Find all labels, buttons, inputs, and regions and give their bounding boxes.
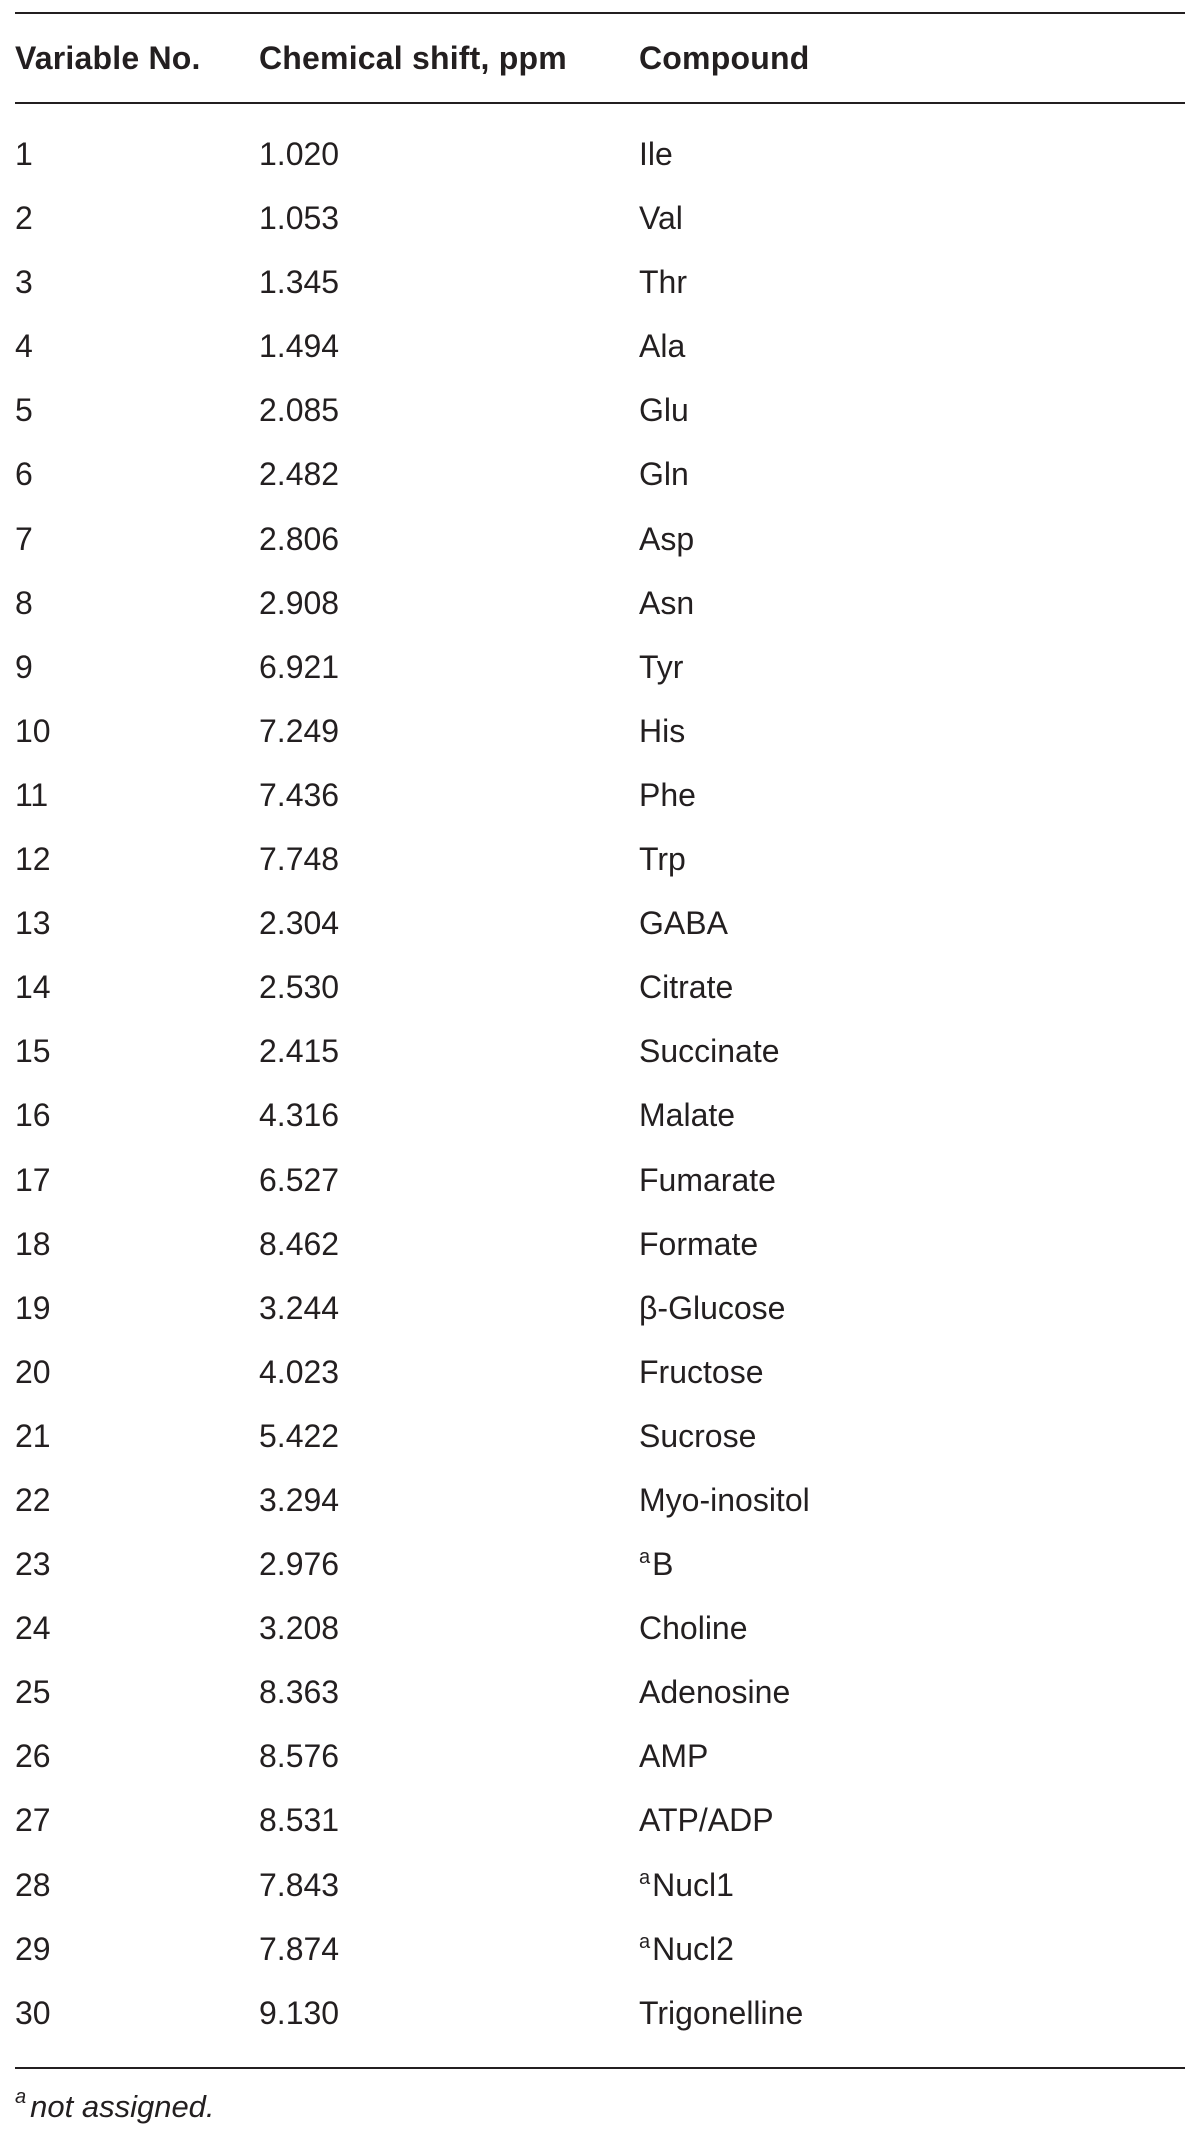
cell-chemical-shift: 3.294 [259,1481,340,1518]
cell-compound [639,841,686,878]
footnote-text: not assigned. [30,2088,215,2124]
compound-name: Nucl2 [652,1930,734,1967]
cell-variable-no: 4 [15,328,33,365]
table-row [15,1602,1185,1666]
table-row [15,192,1185,256]
cell-chemical-shift: 9.130 [259,1994,340,2031]
cell-chemical-shift: 4.316 [259,1097,340,1134]
compound-name: Formate [639,1225,759,1262]
cell-compound [639,1290,785,1327]
cell-compound [639,969,733,1006]
table-row [15,320,1185,384]
cell-compound [639,1354,763,1391]
compound-name: Malate [639,1097,736,1134]
cell-compound [639,1867,734,1904]
cell-variable-no: 26 [15,1738,51,1775]
table-row [15,961,1185,1025]
cell-compound [639,328,685,365]
cell-chemical-shift: 8.531 [259,1802,340,1839]
compound-name: Choline [639,1610,748,1647]
footnote [15,2085,1185,2125]
cell-variable-no: 21 [15,1417,51,1454]
cell-chemical-shift: 7.874 [259,1930,340,1967]
cell-chemical-shift: 1.020 [259,136,340,172]
cell-chemical-shift: 7.249 [259,712,340,749]
compound-name: Tyr [639,648,684,685]
cell-compound [639,1738,708,1775]
table-row [15,769,1185,833]
cell-variable-no: 6 [15,456,33,493]
header-variable-no: Variable No. [15,40,201,76]
compound-name: Fructose [639,1353,764,1390]
table-row [15,1859,1185,1923]
table-row [15,1410,1185,1474]
table-row [15,1474,1185,1538]
cell-chemical-shift: 7.436 [259,776,340,813]
cell-variable-no: 20 [15,1353,51,1390]
cell-variable-no: 16 [15,1097,51,1134]
table-header [15,14,1185,102]
compound-name: ATP/ADP [639,1802,774,1839]
cell-variable-no: 7 [15,520,33,557]
table-row [15,1538,1185,1602]
cell-chemical-shift: 2.976 [259,1546,340,1583]
cell-variable-no: 19 [15,1289,51,1326]
table-row [15,577,1185,641]
cell-variable-no: 24 [15,1610,51,1647]
cell-variable-no: 10 [15,712,51,749]
cell-chemical-shift: 2.415 [259,1033,340,1070]
compound-name: Asp [639,520,695,557]
header-chemical-shift: Chemical shift, ppm [259,40,567,76]
cell-compound [639,585,694,622]
cell-variable-no: 13 [15,905,51,942]
cell-compound [639,649,683,686]
footnote-mark: a [15,2085,27,2108]
cell-chemical-shift: 4.023 [259,1353,340,1390]
cell-chemical-shift: 8.363 [259,1674,340,1711]
cell-variable-no: 5 [15,392,33,429]
compound-name: Ile [639,136,673,172]
cell-variable-no: 23 [15,1546,51,1583]
compound-name: His [639,712,686,749]
cell-compound [639,136,673,173]
compound-name: β-Glucose [639,1289,786,1326]
cell-compound [639,1226,758,1263]
cell-variable-no: 29 [15,1930,51,1967]
cell-variable-no: 28 [15,1866,51,1903]
cell-chemical-shift: 7.843 [259,1866,340,1903]
table-row [15,1154,1185,1218]
compound-name: AMP [639,1738,709,1775]
cell-variable-no: 18 [15,1225,51,1262]
table-row [15,1282,1185,1346]
compound-name: Asn [639,584,695,621]
table-row [15,705,1185,769]
compound-name: Ala [639,328,686,365]
cell-compound [639,1418,756,1455]
cell-variable-no: 12 [15,841,51,878]
table-row [15,256,1185,320]
table-row [15,1025,1185,1089]
compound-name: Phe [639,776,696,813]
table-row [15,641,1185,705]
cell-variable-no: 1 [15,136,33,172]
cell-compound [639,905,728,942]
table-row [15,448,1185,512]
cell-variable-no: 25 [15,1674,51,1711]
cell-compound [639,1546,673,1583]
compound-name: Succinate [639,1033,780,1070]
compound-name: Val [639,200,683,237]
table-row [15,1923,1185,1987]
cell-chemical-shift: 2.482 [259,456,340,493]
compound-name: Gln [639,456,689,493]
cell-compound [639,1931,734,1968]
compound-name: Citrate [639,969,734,1006]
table-row [15,1666,1185,1730]
table-row [15,897,1185,961]
cell-variable-no: 2 [15,200,33,237]
table-row [15,384,1185,448]
cell-chemical-shift: 7.748 [259,841,340,878]
cell-chemical-shift: 2.085 [259,392,340,429]
bottom-rule [15,2067,1185,2069]
compound-name: Sucrose [639,1417,757,1454]
header-compound: Compound [639,40,810,76]
cell-variable-no: 15 [15,1033,51,1070]
cell-variable-no: 17 [15,1161,51,1198]
compound-name: B [652,1546,674,1583]
cell-chemical-shift: 2.806 [259,520,340,557]
cell-compound [639,1162,776,1199]
cell-variable-no: 14 [15,969,51,1006]
table-row [15,1987,1185,2051]
cell-compound [639,1802,774,1839]
cell-chemical-shift: 2.908 [259,584,340,621]
cell-compound [639,1610,748,1647]
cell-variable-no: 8 [15,584,33,621]
cell-compound [639,264,687,301]
compound-name: Thr [639,264,687,301]
cell-compound [639,1995,803,2032]
cell-variable-no: 22 [15,1481,51,1518]
footnote-marker: a [639,1546,651,1569]
cell-variable-no: 27 [15,1802,51,1839]
cell-chemical-shift: 3.244 [259,1289,340,1326]
compound-name: Nucl1 [652,1866,734,1903]
cell-variable-no: 30 [15,1994,51,2031]
table-body [15,104,1185,2051]
table-row [15,1730,1185,1794]
cell-chemical-shift: 3.208 [259,1610,340,1647]
compound-name: Trp [639,841,686,878]
footnote-marker: a [639,1866,651,1889]
table-row [15,1794,1185,1858]
table-row [15,1218,1185,1282]
cell-compound [639,1033,780,1070]
compound-name: Fumarate [639,1161,776,1198]
cell-compound [639,1097,735,1134]
compound-name: Glu [639,392,689,429]
table-row [15,833,1185,897]
footnote-marker: a [639,1930,651,1953]
cell-variable-no: 9 [15,648,33,685]
compound-name: Adenosine [639,1674,791,1711]
cell-compound [639,713,685,750]
cell-compound [639,392,689,429]
cell-variable-no: 11 [15,776,49,813]
cell-chemical-shift: 5.422 [259,1417,340,1454]
cell-compound [639,1482,810,1519]
table-row [15,128,1185,192]
compound-name: GABA [639,905,728,942]
cell-chemical-shift: 1.053 [259,200,340,237]
cell-chemical-shift: 6.921 [259,648,340,685]
compound-name: Myo-inositol [639,1481,810,1518]
cell-compound [639,200,683,237]
cell-chemical-shift: 1.494 [259,328,340,365]
cell-chemical-shift: 8.576 [259,1738,340,1775]
table-row [15,513,1185,577]
compound-name: Trigonelline [639,1994,804,2031]
cell-chemical-shift: 2.304 [259,905,340,942]
cell-compound [639,1674,790,1711]
cell-compound [639,777,696,814]
cell-compound [639,521,694,558]
cell-compound [639,456,689,493]
table-row [15,1089,1185,1153]
cell-chemical-shift: 1.345 [259,264,340,301]
cell-chemical-shift: 2.530 [259,969,340,1006]
cell-variable-no: 3 [15,264,33,301]
cell-chemical-shift: 6.527 [259,1161,340,1198]
data-table [15,12,1185,2125]
cell-chemical-shift: 8.462 [259,1225,340,1262]
table-row [15,1346,1185,1410]
